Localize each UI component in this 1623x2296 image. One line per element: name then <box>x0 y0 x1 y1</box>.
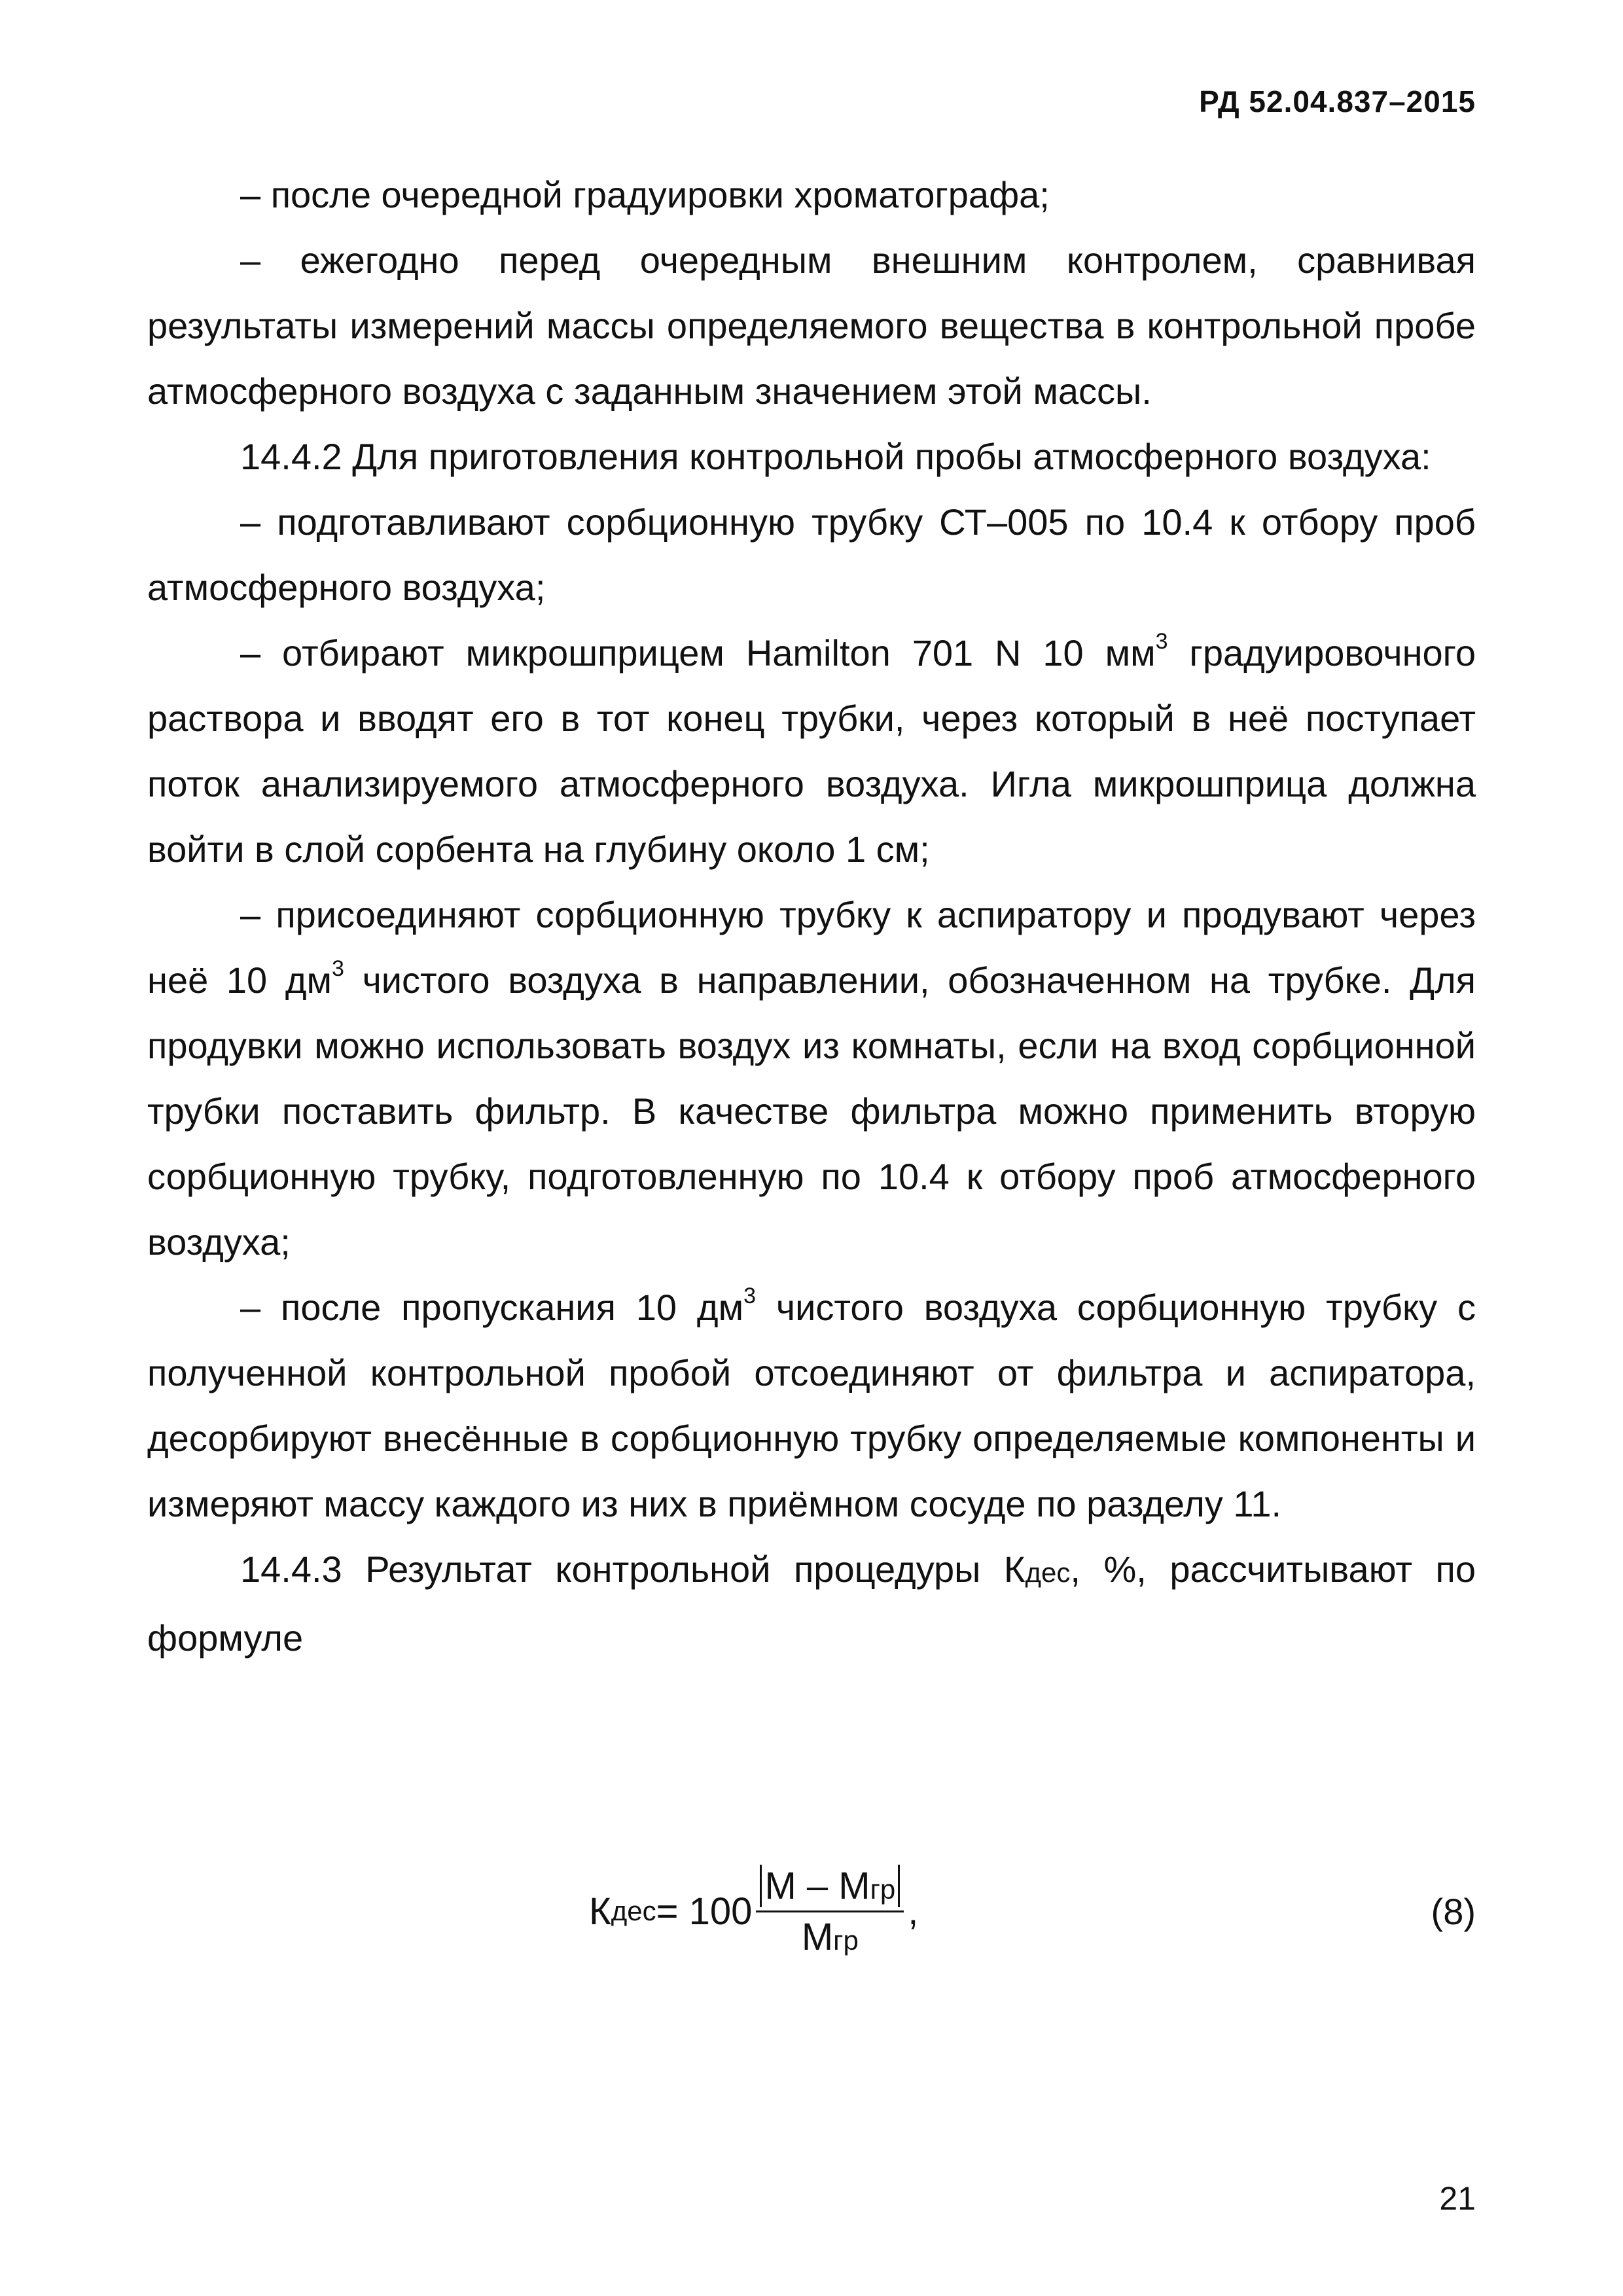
paragraph-8 <box>147 1537 1476 1671</box>
page-number: 21 <box>1439 2180 1476 2217</box>
paragraph-8-start: 14.4.3 Результат контрольной процедуры К <box>240 1549 1026 1590</box>
paragraph-7-start: – после пропускания 10 дм <box>240 1287 744 1328</box>
numerator-subscript: гр <box>870 1873 896 1905</box>
paragraph-5-start: – отбирают микрошприцем Hamilton 701 N 10 мм <box>240 632 1156 673</box>
paragraph-6 <box>147 882 1476 1275</box>
paragraph-6-start: – присоединяют сорбционную трубку к аспиратору и продувают через неё 10 дм <box>147 894 1476 1001</box>
absolute-value <box>760 1865 900 1907</box>
paragraph-7 <box>147 1275 1476 1537</box>
paragraph-7-end: чистого воздуха сорбционную трубку с полученной контрольной пробой отсоединяют от фильтра и аспиратора, десорбируют внесённые в сорбционную трубку определяемые компоненты и измеряют массу каждого из них в приёмном сосуде по разделу 11. <box>147 1287 1476 1524</box>
denominator-subscript: гр <box>833 1924 859 1956</box>
paragraph-8-end: , %, рассчитывают по формуле <box>147 1549 1476 1659</box>
superscript: 3 <box>743 1283 757 1308</box>
fraction-numerator <box>756 1864 904 1912</box>
formula-number: (8) <box>1431 1890 1476 1932</box>
document-code-header: РД 52.04.837–2015 <box>1199 84 1476 118</box>
formula-expression <box>589 1846 918 1977</box>
formula-lhs-subscript: дес <box>611 1895 656 1926</box>
superscript: 3 <box>1155 629 1168 654</box>
paragraph-5-end: градуировочного раствора и вводят его в тот конец трубки, через который в неё поступает поток анализируемого атмосферного воздуха. Игла микрошприца должна войти в слой сорбента на глубину около 1 см; <box>147 632 1476 870</box>
superscript: 3 <box>332 956 344 981</box>
formula-trailing-comma: , <box>908 1890 919 1933</box>
formula-lhs: К <box>589 1890 611 1933</box>
paragraph-1: – после очередной градуировки хроматографа; <box>240 174 1050 215</box>
subscript: дес <box>1025 1557 1071 1588</box>
numerator-text: М – М <box>764 1864 870 1907</box>
paragraph-5 <box>147 620 1476 882</box>
paragraph-3: 14.4.2 Для приготовления контрольной пробы атмосферного воздуха: <box>240 436 1431 477</box>
paragraph-6-end: чистого воздуха в направлении, обозначенном на трубке. Для продувки можно использовать воздух из комнаты, если на вход сорбционной трубки поставить фильтр. В качестве фильтра можно применить вторую сорбционную трубку, подготовленную по 10.4 к отбору проб атмосферного воздуха; <box>147 960 1476 1263</box>
formula-fraction <box>756 1864 904 1959</box>
formula-equals-coefficient: = 100 <box>656 1890 753 1933</box>
formula-8 <box>0 1846 1623 1977</box>
denominator-text: М <box>801 1915 834 1958</box>
body-text <box>147 162 1476 1671</box>
paragraph-2: – ежегодно перед очередным внешним контролем, сравнивая результаты измерений массы определяемого вещества в контрольной пробе атмосферного воздуха с заданным значением этой массы. <box>147 240 1476 412</box>
fraction-denominator <box>802 1912 859 1959</box>
paragraph-4: – подготавливают сорбционную трубку СТ–005 по 10.4 к отбору проб атмосферного воздуха; <box>147 501 1476 608</box>
